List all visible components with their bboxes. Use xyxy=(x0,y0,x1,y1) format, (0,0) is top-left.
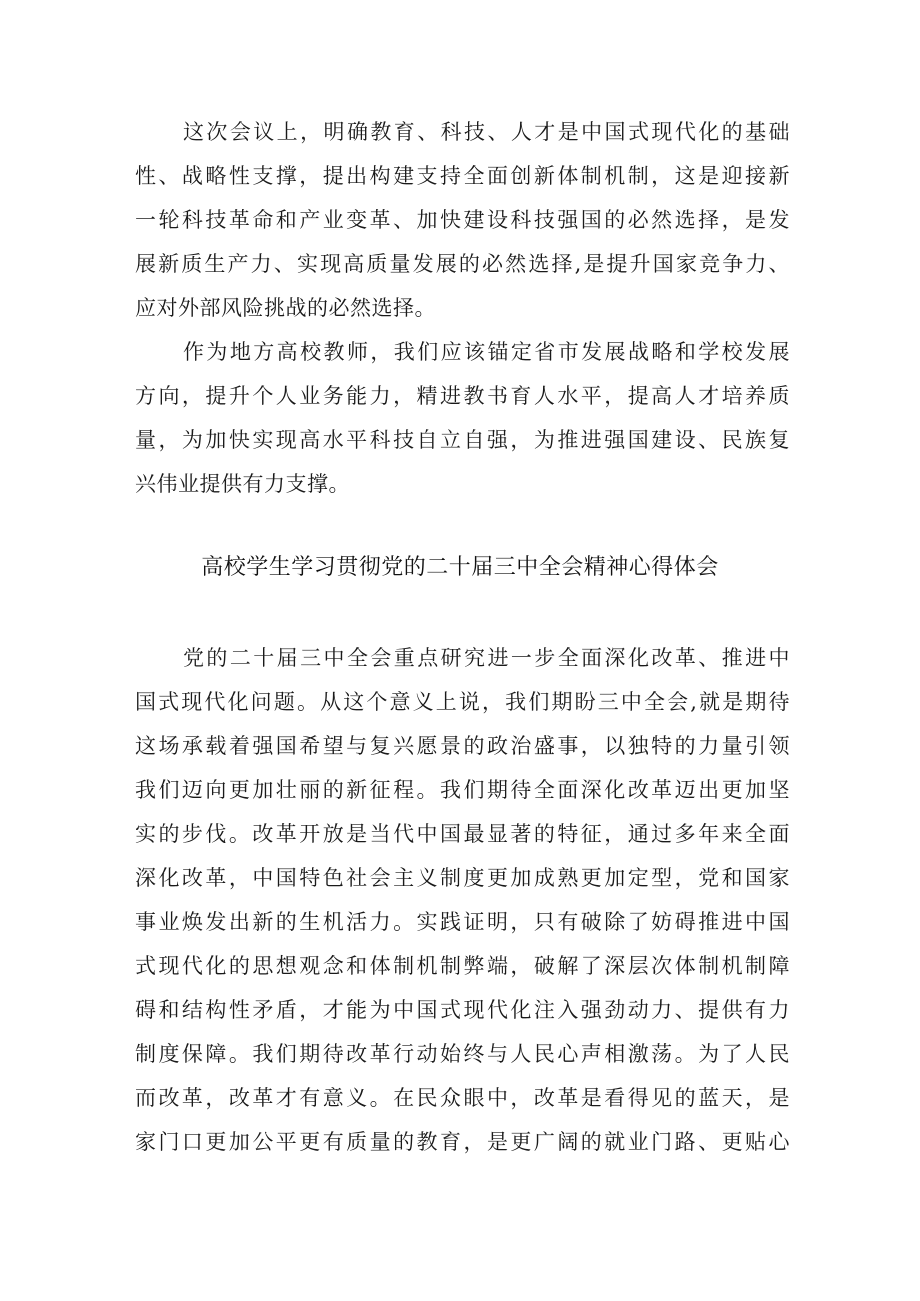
text-line: 量，为加快实现高水平科技自立自强，为推进强国建设、民族复 xyxy=(135,428,790,452)
text-line: 而改革，改革才有意义。在民众眼中，改革是看得见的蓝天，是 xyxy=(135,1086,790,1110)
text-line: 一轮科技革命和产业变革、加快建设科技强国的必然选择，是发 xyxy=(135,208,790,232)
text-line: 碍和结构性矛盾，才能为中国式现代化注入强劲动力、提供有力 xyxy=(135,998,790,1022)
text-line: 作为地方高校教师，我们应该锚定省市发展战略和学校发展 xyxy=(183,340,790,364)
text-line: 事业焕发出新的生机活力。实践证明，只有破除了妨碍推进中国 xyxy=(135,910,790,934)
text-line: 实的步伐。改革开放是当代中国最显著的特征，通过多年来全面 xyxy=(135,822,790,846)
text-line: 深化改革，中国特色社会主义制度更加成熟更加定型，党和国家 xyxy=(135,866,790,890)
text-line: 方向，提升个人业务能力，精进教书育人水平，提高人才培养质 xyxy=(135,384,790,408)
text-line: 国式现代化问题。从这个意义上说，我们期盼三中全会,就是期待 xyxy=(135,690,790,714)
text-line: 式现代化的思想观念和体制机制弊端，破解了深层次体制机制障 xyxy=(135,954,790,978)
text-line: 党的二十届三中全会重点研究进一步全面深化改革、推进中 xyxy=(183,646,790,670)
text-line: 兴伟业提供有力支撑。 xyxy=(135,472,350,496)
text-line: 这场承载着强国希望与复兴愿景的政治盛事，以独特的力量引领 xyxy=(135,734,790,758)
section-title: 高校学生学习贯彻党的二十届三中全会精神心得体会 xyxy=(201,555,719,580)
text-line: 这次会议上，明确教育、科技、人才是中国式现代化的基础 xyxy=(183,120,790,144)
text-line: 展新质生产力、实现高质量发展的必然选择,是提升国家竞争力、 xyxy=(135,252,790,276)
text-line: 制度保障。我们期待改革行动始终与人民心声相激荡。为了人民 xyxy=(135,1042,790,1066)
text-line: 家门口更加公平更有质量的教育，是更广阔的就业门路、更贴心 xyxy=(135,1130,790,1154)
text-line: 我们迈向更加壮丽的新征程。我们期待全面深化改革迈出更加坚 xyxy=(135,778,790,802)
text-line: 性、战略性支撑，提出构建支持全面创新体制机制，这是迎接新 xyxy=(135,164,790,188)
text-line: 应对外部风险挑战的必然选择。 xyxy=(135,296,436,320)
